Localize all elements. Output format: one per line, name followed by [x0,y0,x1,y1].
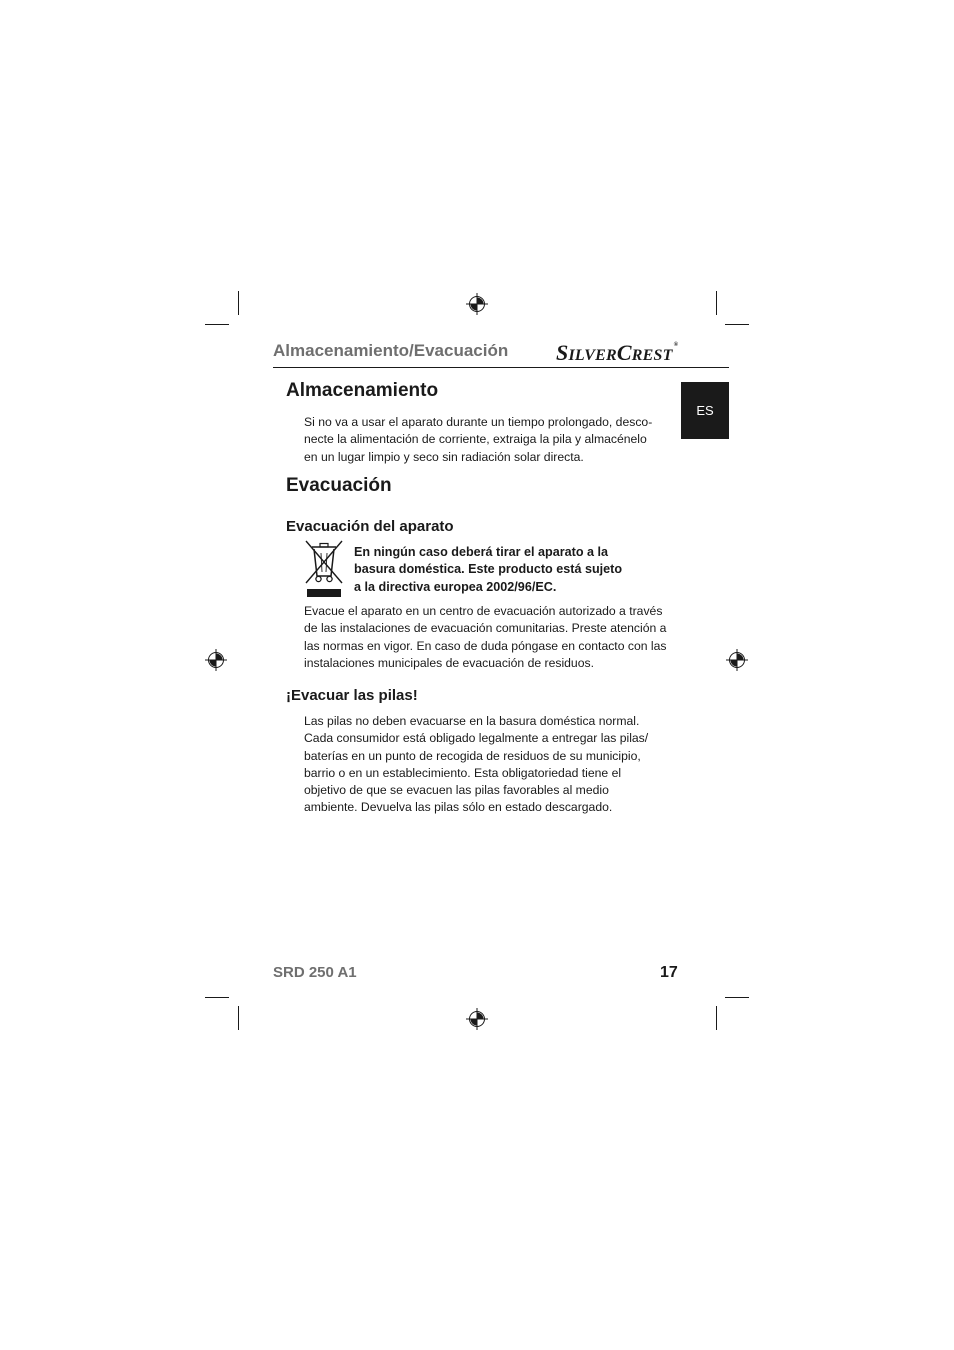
text-line: necte la alimentación de corriente, extraiga la pila y almacénelo [304,432,647,447]
footer-model: SRD 250 A1 [273,964,357,981]
registration-mark-icon [205,649,227,671]
disposal-heading: Evacuación [286,475,392,496]
storage-paragraph [304,414,666,466]
battery-disposal-heading: ¡Evacuar las pilas! [286,687,418,704]
crop-mark [725,997,749,998]
text-line: Evacue el aparato en un centro de evacuación autorizado a través [304,604,663,618]
brand-logo: SILVERCREST® [556,340,679,365]
crop-mark [725,324,749,325]
text-line: barrio o en un establecimiento. Esta obligatoriedad tiene el [304,765,622,780]
text-line: En ningún caso deberá tirar el aparato a la [354,545,609,559]
text-line: Las pilas no deben evacuarse en la basura doméstica normal. [304,714,640,728]
text-line: las normas en vigor. En caso de duda póngase en contacto con las [304,638,667,653]
language-tab: ES [681,382,729,439]
registration-mark-icon [466,1008,488,1030]
crop-mark [205,997,229,998]
battery-disposal-paragraph [304,713,666,817]
crop-mark [716,291,717,315]
text-line: en un lugar limpio y seco sin radiación solar directa. [304,449,584,464]
text-line: ambiente. Devuelva las pilas sólo en estado descargado. [304,800,613,815]
text-line: Cada consumidor está obligado legalmente a entregar las pilas/ [304,731,649,746]
crop-mark [205,324,229,325]
device-disposal-heading: Evacuación del aparato [286,518,454,535]
crop-mark [238,291,239,315]
storage-heading: Almacenamiento [286,380,439,401]
page-number: 17 [660,964,678,981]
text-line: objetivo de que se evacuen las pilas favorables al medio [304,783,609,798]
text-line: a la directiva europea 2002/96/EC. [354,579,557,594]
text-line: baterías en un punto de recogida de residuos de su municipio, [304,748,641,763]
text-line: de las instalaciones de evacuación comunitarias. Preste atención a [304,621,667,636]
crop-mark [716,1006,717,1030]
device-disposal-warning [354,544,674,596]
registration-mark-icon [466,293,488,315]
crop-mark [238,1006,239,1030]
registration-mark-icon [726,649,748,671]
device-disposal-paragraph [304,603,666,672]
header-rule [273,367,729,368]
text-line: instalaciones municipales de evacuación de residuos. [304,655,594,670]
crossed-out-wheelie-bin-icon [303,538,345,600]
text-line: Si no va a usar el aparato durante un tiempo prolongado, desco- [304,415,653,429]
text-line: basura doméstica. Este producto está sujeto [354,562,623,577]
header-section-title: Almacenamiento/Evacuación [273,341,509,360]
